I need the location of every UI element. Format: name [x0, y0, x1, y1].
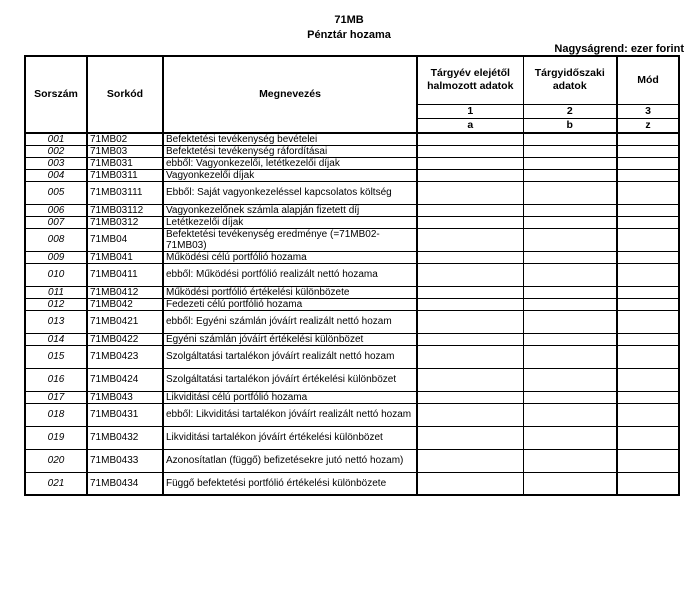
cell-col1[interactable]	[417, 333, 523, 345]
row-number: 002	[25, 145, 87, 157]
row-code: 71MB0412	[87, 286, 163, 298]
row-number: 009	[25, 251, 87, 263]
row-code: 71MB0411	[87, 263, 163, 286]
cell-col1[interactable]	[417, 298, 523, 310]
cell-col2[interactable]	[523, 133, 617, 146]
cell-col1[interactable]	[417, 449, 523, 472]
cell-col1[interactable]	[417, 263, 523, 286]
cell-col3[interactable]	[617, 403, 679, 426]
cell-col3[interactable]	[617, 145, 679, 157]
row-code: 71MB0424	[87, 368, 163, 391]
row-number: 012	[25, 298, 87, 310]
header-num3: 3	[617, 104, 679, 118]
cell-col2[interactable]	[523, 298, 617, 310]
row-code: 71MB0311	[87, 169, 163, 181]
row-number: 016	[25, 368, 87, 391]
cell-col3[interactable]	[617, 169, 679, 181]
table-row	[25, 181, 679, 204]
header-num2: 2	[523, 104, 617, 118]
cell-col2[interactable]	[523, 391, 617, 403]
cell-col3[interactable]	[617, 391, 679, 403]
table-row	[25, 298, 679, 310]
row-name: Működési célú portfólió hozama	[163, 251, 417, 263]
cell-col1[interactable]	[417, 157, 523, 169]
row-number: 017	[25, 391, 87, 403]
header-let1: a	[417, 118, 523, 133]
header-let2: b	[523, 118, 617, 133]
table-row	[25, 333, 679, 345]
cell-col2[interactable]	[523, 449, 617, 472]
row-number: 006	[25, 204, 87, 216]
row-code: 71MB0433	[87, 449, 163, 472]
cell-col1[interactable]	[417, 286, 523, 298]
row-code: 71MB0421	[87, 310, 163, 333]
cell-col1[interactable]	[417, 181, 523, 204]
cell-col2[interactable]	[523, 181, 617, 204]
table-row	[25, 403, 679, 426]
table-body	[25, 133, 679, 496]
row-name: Vagyonkezelőnek számla alapján fizetett díj	[163, 204, 417, 216]
row-name: Működési portfólió értékelési különbözete	[163, 286, 417, 298]
row-name: Ebből: Saját vagyonkezeléssel kapcsolatos költség	[163, 181, 417, 204]
row-number: 010	[25, 263, 87, 286]
row-number: 005	[25, 181, 87, 204]
cell-col3[interactable]	[617, 251, 679, 263]
cell-col1[interactable]	[417, 345, 523, 368]
cell-col3[interactable]	[617, 181, 679, 204]
row-name: ebből: Vagyonkezelői, letétkezelői díjak	[163, 157, 417, 169]
row-code: 71MB0312	[87, 216, 163, 228]
cell-col3[interactable]	[617, 298, 679, 310]
cell-col2[interactable]	[523, 216, 617, 228]
table-row	[25, 472, 679, 495]
row-code: 71MB0432	[87, 426, 163, 449]
cell-col1[interactable]	[417, 251, 523, 263]
cell-col1[interactable]	[417, 403, 523, 426]
cell-col2[interactable]	[523, 228, 617, 251]
cell-col2[interactable]	[523, 157, 617, 169]
row-name: Fedezeti célú portfólió hozama	[163, 298, 417, 310]
cell-col3[interactable]	[617, 133, 679, 146]
row-name: Befektetési tevékenység bevételei	[163, 133, 417, 146]
cell-col1[interactable]	[417, 216, 523, 228]
table-row	[25, 228, 679, 251]
cell-col3[interactable]	[617, 216, 679, 228]
row-number: 020	[25, 449, 87, 472]
cell-col1[interactable]	[417, 169, 523, 181]
row-number: 007	[25, 216, 87, 228]
row-code: 71MB0422	[87, 333, 163, 345]
cell-col3[interactable]	[617, 263, 679, 286]
table-row	[25, 204, 679, 216]
row-name: Egyéni számlán jóváírt értékelési különbözet	[163, 333, 417, 345]
cell-col2[interactable]	[523, 251, 617, 263]
row-code: 71MB02	[87, 133, 163, 146]
table-row	[25, 133, 679, 146]
cell-col2[interactable]	[523, 403, 617, 426]
row-number: 019	[25, 426, 87, 449]
row-name: ebből: Likviditási tartalékon jóváírt realizált nettó hozam	[163, 403, 417, 426]
row-name: Azonosítatlan (függő) befizetésekre jutó nettó hozam)	[163, 449, 417, 472]
row-number: 011	[25, 286, 87, 298]
header-let3: z	[617, 118, 679, 133]
row-code: 71MB03111	[87, 181, 163, 204]
row-name: Letétkezelői díjak	[163, 216, 417, 228]
cell-col2[interactable]	[523, 310, 617, 333]
cell-col3[interactable]	[617, 472, 679, 495]
table-row	[25, 145, 679, 157]
table-row	[25, 286, 679, 298]
header-megnevezes: Megnevezés	[163, 56, 417, 133]
cell-col3[interactable]	[617, 449, 679, 472]
cell-col3[interactable]	[617, 286, 679, 298]
unit-label: Nagyságrend: ezer forint	[554, 43, 684, 55]
cell-col2[interactable]	[523, 204, 617, 216]
cell-col3[interactable]	[617, 345, 679, 368]
row-number: 003	[25, 157, 87, 169]
cell-col3[interactable]	[617, 310, 679, 333]
row-code: 71MB0423	[87, 345, 163, 368]
row-name: Befektetési tevékenység ráfordításai	[163, 145, 417, 157]
cell-col2[interactable]	[523, 426, 617, 449]
table-row	[25, 263, 679, 286]
row-number: 013	[25, 310, 87, 333]
report-table	[24, 55, 680, 496]
row-name: ebből: Egyéni számlán jóváírt realizált nettó hozam	[163, 310, 417, 333]
row-name: ebből: Működési portfólió realizált nettó hozama	[163, 263, 417, 286]
cell-col3[interactable]	[617, 228, 679, 251]
cell-col3[interactable]	[617, 368, 679, 391]
row-code: 71MB043	[87, 391, 163, 403]
row-name: Likviditási tartalékon jóváírt értékelési különbözet	[163, 426, 417, 449]
row-name: Függő befektetési portfólió értékelési különbözete	[163, 472, 417, 495]
row-name: Likviditási célú portfólió hozama	[163, 391, 417, 403]
row-number: 001	[25, 133, 87, 146]
report-title: Pénztár hozama	[307, 29, 391, 41]
row-number: 018	[25, 403, 87, 426]
row-code: 71MB0431	[87, 403, 163, 426]
cell-col2[interactable]	[523, 145, 617, 157]
report-code: 71MB	[334, 14, 364, 26]
row-code: 71MB03112	[87, 204, 163, 216]
row-name: Szolgáltatási tartalékon jóváírt realizált nettó hozam	[163, 345, 417, 368]
cell-col2[interactable]	[523, 263, 617, 286]
cell-col1[interactable]	[417, 204, 523, 216]
row-code: 71MB041	[87, 251, 163, 263]
cell-col2[interactable]	[523, 333, 617, 345]
cell-col2[interactable]	[523, 169, 617, 181]
cell-col3[interactable]	[617, 204, 679, 216]
cell-col1[interactable]	[417, 472, 523, 495]
header-sorkod: Sorkód	[87, 56, 163, 133]
header-col1: Tárgyév elejétől halmozott adatok	[417, 56, 523, 104]
table-row	[25, 310, 679, 333]
cell-col1[interactable]	[417, 133, 523, 146]
table-row	[25, 216, 679, 228]
cell-col2[interactable]	[523, 472, 617, 495]
header-col3: Mód	[617, 56, 679, 104]
row-number: 015	[25, 345, 87, 368]
header-col2: Tárgyidőszaki adatok	[523, 56, 617, 104]
row-code: 71MB0434	[87, 472, 163, 495]
cell-col2[interactable]	[523, 368, 617, 391]
row-name: Vagyonkezelői díjak	[163, 169, 417, 181]
row-name: Szolgáltatási tartalékon jóváírt értékelési különbözet	[163, 368, 417, 391]
header-sorszam: Sorszám	[25, 56, 87, 133]
table-row	[25, 391, 679, 403]
cell-col1[interactable]	[417, 391, 523, 403]
row-code: 71MB031	[87, 157, 163, 169]
row-number: 014	[25, 333, 87, 345]
row-code: 71MB04	[87, 228, 163, 251]
cell-col1[interactable]	[417, 145, 523, 157]
cell-col1[interactable]	[417, 426, 523, 449]
cell-col1[interactable]	[417, 368, 523, 391]
table-row	[25, 157, 679, 169]
row-number: 008	[25, 228, 87, 251]
row-name: Befektetési tevékenység eredménye (=71MB02-71MB03)	[163, 228, 417, 251]
cell-col3[interactable]	[617, 426, 679, 449]
table-row	[25, 368, 679, 391]
row-number: 021	[25, 472, 87, 495]
table-row	[25, 345, 679, 368]
cell-col2[interactable]	[523, 286, 617, 298]
header-num1: 1	[417, 104, 523, 118]
cell-col2[interactable]	[523, 345, 617, 368]
table-row	[25, 426, 679, 449]
row-code: 71MB042	[87, 298, 163, 310]
row-number: 004	[25, 169, 87, 181]
cell-col3[interactable]	[617, 333, 679, 345]
table-row	[25, 169, 679, 181]
cell-col3[interactable]	[617, 157, 679, 169]
cell-col1[interactable]	[417, 310, 523, 333]
table-row	[25, 449, 679, 472]
row-code: 71MB03	[87, 145, 163, 157]
table-row	[25, 251, 679, 263]
cell-col1[interactable]	[417, 228, 523, 251]
